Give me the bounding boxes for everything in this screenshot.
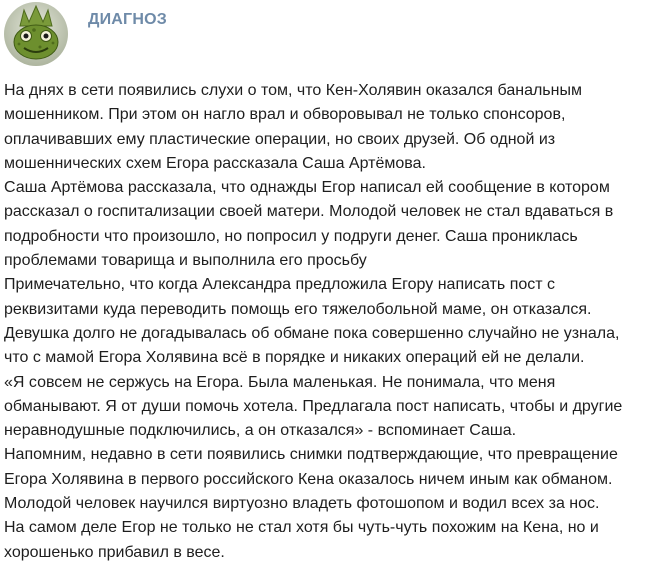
frog-crown-avatar-icon — [4, 2, 68, 66]
post-text-line: На днях в сети появились слухи о том, что Кен-Холявин оказался банальным — [4, 82, 582, 99]
post-text-line: реквизитами куда переводить помощь его тяжелобольной маме, он отказался. — [4, 300, 592, 318]
post-text-line: проблемами товарища и выполнила его просьбу — [4, 252, 367, 270]
post-text-line: Саша Артёмова рассказала, что однажды Егор написал ей сообщение в котором — [4, 179, 610, 197]
post-text-line: Егора Холявина в первого российского Кена оказалось ничем иным как обманом. — [4, 470, 613, 488]
post-text-line: «Я совсем не сержусь на Егора. Была маленькая. Не понимала, что меня — [4, 373, 556, 391]
avatar[interactable] — [4, 2, 68, 66]
post-text-line: что с мамой Егора Холявина всё в порядке и никаких операций ей не делали. — [4, 349, 585, 367]
post-text-line: мошенником. При этом он нагло врал и обворовывал не только спонсоров, — [4, 106, 566, 124]
post-text-line: рассказал о госпитализации своей матери. Молодой человек не стал вдаваться в — [4, 203, 614, 221]
post-text-line: На самом деле Егор не только не стал хотя бы чуть-чуть похожим на Кена, но и — [4, 519, 599, 537]
post-text-line: оплачивавших ему пластические операции, но своих друзей. Об одной из — [4, 130, 556, 148]
post-text-line: хорошенько прибавил в весе. — [4, 543, 225, 561]
post-text-line: Напомним, недавно в сети появились снимки подтверждающие, что превращение — [4, 446, 618, 464]
post-text-line: Девушка долго не догадывалась об обмане пока совершенно случайно не узнала, — [4, 324, 620, 342]
post-text-line: Примечательно, что когда Александра предложила Егору написать пост с — [4, 276, 556, 294]
post-text-line: мошеннических схем Егора рассказала Саша Артёмова. — [4, 154, 426, 172]
post-text-line: неравнодушные подключились, а он отказался» - вспоминает Саша. — [4, 422, 517, 440]
post-text-line: Молодой человек научился виртуозно владеть фотошопом и водил всех за нос. — [4, 495, 600, 513]
post-text-line: подробности что произошло, но попросил у подруги денег. Саша прониклась — [4, 227, 578, 245]
group-name-link[interactable]: ДИАГНОЗ — [88, 11, 167, 28]
post-text-line: обманывают. Я от души помочь хотела. Предлагала пост написать, чтобы и другие — [4, 397, 623, 415]
post-header — [0, 0, 670, 68]
post-text — [4, 79, 668, 565]
